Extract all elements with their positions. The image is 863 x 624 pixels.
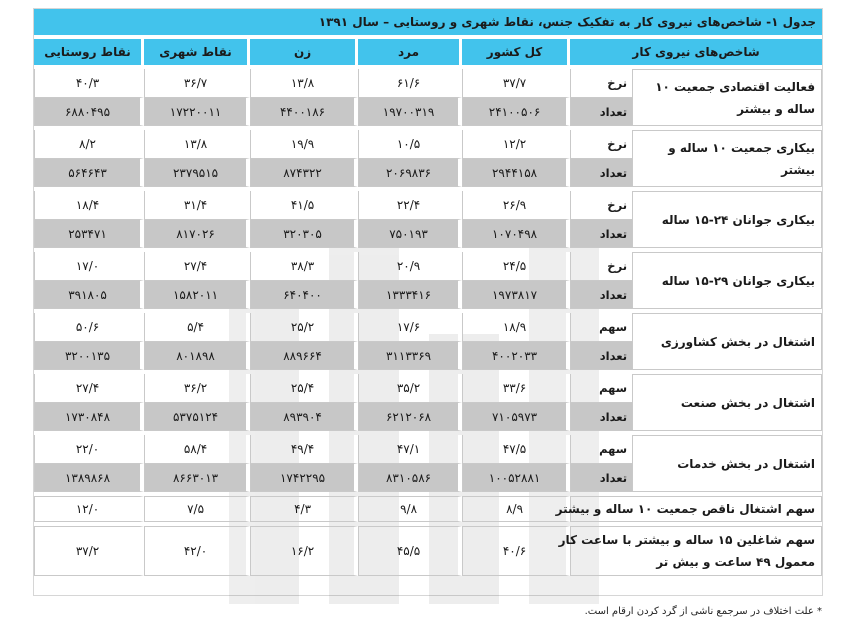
indicator-label: اشتغال در بخش خدمات [632,435,822,492]
row-type-label: نرخ [570,191,632,220]
row-type-label: سهم [570,313,632,342]
table-frame [34,9,822,617]
value-cell: ۱۰/۵ [358,130,462,159]
indicator-label: فعالیت اقتصادی جمعیت ۱۰ ساله و بیشتر [632,69,822,126]
value-cell: ۷۵۰۱۹۳ [358,220,462,248]
row-type-label: تعداد [570,281,632,309]
value-cell: ۱۹۷۳۸۱۷ [462,281,570,309]
header-total: کل کشور [462,39,570,65]
value-cell: ۱۲/۲ [462,130,570,159]
value-cell: ۱۸/۹ [462,313,570,342]
value-cell: ۱۰۷۰۴۹۸ [462,220,570,248]
value-cell: ۵/۴ [144,313,250,342]
value-cell: ۱۷/۶ [358,313,462,342]
value-cell: ۳۷/۷ [462,69,570,98]
indicator-label: بیکاری جوانان ۲۴-۱۵ ساله [632,191,822,248]
table-row [34,374,822,403]
value-cell: ۷/۵ [144,496,250,522]
value-cell: ۴۰/۶ [462,526,570,576]
value-cell: ۲۴۱۰۰۵۰۶ [462,98,570,126]
table-title: جدول ۱- شاخص‌های نیروی کار به تفکیک جنس، نقاط شهری و روستایی – سال ۱۳۹۱ [34,9,822,35]
indicator-label: بیکاری جوانان ۲۹-۱۵ ساله [632,252,822,309]
value-cell: ۸۹۳۹۰۴ [250,403,358,431]
value-cell: ۱۷/۰ [34,252,144,281]
indicator-label: اشتغال در بخش صنعت [632,374,822,431]
value-cell: ۴۹/۴ [250,435,358,464]
value-cell: ۴۲/۰ [144,526,250,576]
row-type-label: نرخ [570,252,632,281]
value-cell: ۲۳۷۹۵۱۵ [144,159,250,187]
value-cell: ۳۱۱۳۳۶۹ [358,342,462,370]
value-cell: ۵۶۴۶۴۳ [34,159,144,187]
value-cell: ۱۸/۴ [34,191,144,220]
header-row [34,39,822,65]
indicator-label: اشتغال در بخش کشاورزی [632,313,822,370]
value-cell: ۸۳۱۰۵۸۶ [358,464,462,492]
header-urban: نقاط شهری [144,39,250,65]
row-type-label: سهم [570,374,632,403]
value-cell: ۲۷/۴ [34,374,144,403]
value-cell: ۵۳۷۵۱۲۴ [144,403,250,431]
value-cell: ۱۹۷۰۰۳۱۹ [358,98,462,126]
header-rural: نقاط روستایی [34,39,144,65]
value-cell: ۴۵/۵ [358,526,462,576]
table-row [34,130,822,159]
value-cell: ۱۶/۲ [250,526,358,576]
value-cell: ۴۴۰۰۱۸۶ [250,98,358,126]
value-cell: ۶۲۱۲۰۶۸ [358,403,462,431]
table-row [34,191,822,220]
value-cell: ۱۳۸۹۸۶۸ [34,464,144,492]
value-cell: ۱۷۲۲۰۰۱۱ [144,98,250,126]
footnote: * علت اختلاف در سرجمع ناشی از گرد کردن ارقام است. [584,606,822,617]
value-cell: ۸۱۷۰۲۶ [144,220,250,248]
value-cell: ۲۵/۲ [250,313,358,342]
row-type-label: نرخ [570,69,632,98]
value-cell: ۸۸۹۶۶۴ [250,342,358,370]
indicator-label-line: معمول ۴۹ ساعت و بیش تر [656,555,816,569]
value-cell: ۳۲۰۳۰۵ [250,220,358,248]
table-row [34,526,822,576]
value-cell: ۲۲/۴ [358,191,462,220]
value-cell: ۲۷/۴ [144,252,250,281]
indicator-label [558,526,822,576]
value-cell: ۲۵/۴ [250,374,358,403]
value-cell: ۲۹۴۴۱۵۸ [462,159,570,187]
value-cell: ۴۰۰۲۰۳۳ [462,342,570,370]
value-cell: ۱۷۴۲۲۹۵ [250,464,358,492]
value-cell: ۳۱/۴ [144,191,250,220]
indicator-label: سهم اشتغال ناقص جمعیت ۱۰ ساله و بیشتر [570,496,822,522]
row-type-label: تعداد [570,342,632,370]
value-cell: ۸۷۴۳۲۲ [250,159,358,187]
value-cell: ۶۸۸۰۴۹۵ [34,98,144,126]
value-cell: ۲۰۶۹۸۳۶ [358,159,462,187]
value-cell: ۲۵۳۴۷۱ [34,220,144,248]
indicator-label: بیکاری جمعیت ۱۰ ساله و بیشتر [632,130,822,187]
value-cell: ۹/۸ [358,496,462,522]
value-cell: ۳۲۰۰۱۳۵ [34,342,144,370]
value-cell: ۴/۳ [250,496,358,522]
value-cell: ۱۵۸۲۰۱۱ [144,281,250,309]
header-male: مرد [358,39,462,65]
row-type-label: تعداد [570,159,632,187]
value-cell: ۶۱/۶ [358,69,462,98]
table-row [34,313,822,342]
value-cell: ۲۴/۵ [462,252,570,281]
value-cell: ۱۲/۰ [34,496,144,522]
row-type-label: سهم [570,435,632,464]
row-type-label: تعداد [570,220,632,248]
value-cell: ۳۷/۲ [34,526,144,576]
value-cell: ۳۸/۳ [250,252,358,281]
row-type-label: تعداد [570,403,632,431]
value-cell: ۱۰۰۵۲۸۸۱ [462,464,570,492]
value-cell: ۴۱/۵ [250,191,358,220]
value-cell: ۱۹/۹ [250,130,358,159]
value-cell: ۸/۹ [462,496,570,522]
value-cell: ۸/۲ [34,130,144,159]
value-cell: ۳۶/۲ [144,374,250,403]
table-row [34,252,822,281]
value-cell: ۷۱۰۵۹۷۳ [462,403,570,431]
value-cell: ۵۰/۶ [34,313,144,342]
value-cell: ۱۳/۸ [250,69,358,98]
labor-force-table [34,9,822,576]
table-row [34,496,822,522]
value-cell: ۳۹۱۸۰۵ [34,281,144,309]
table-row [34,435,822,464]
row-type-label: تعداد [570,464,632,492]
value-cell: ۸۶۶۳۰۱۳ [144,464,250,492]
value-cell: ۲۲/۰ [34,435,144,464]
value-cell: ۴۷/۵ [462,435,570,464]
value-cell: ۳۶/۷ [144,69,250,98]
value-cell: ۱۳۳۳۴۱۶ [358,281,462,309]
value-cell: ۳۳/۶ [462,374,570,403]
value-cell: ۴۰/۳ [34,69,144,98]
header-female: زن [250,39,358,65]
header-indicator: شاخص‌های نیروی کار [570,39,822,65]
value-cell: ۸۰۱۸۹۸ [144,342,250,370]
value-cell: ۲۰/۹ [358,252,462,281]
value-cell: ۶۴۰۴۰۰ [250,281,358,309]
value-cell: ۳۵/۲ [358,374,462,403]
value-cell: ۴۷/۱ [358,435,462,464]
value-cell: ۵۸/۴ [144,435,250,464]
value-cell: ۲۶/۹ [462,191,570,220]
value-cell: ۱۳/۸ [144,130,250,159]
table-row [34,69,822,98]
value-cell: ۱۷۳۰۸۴۸ [34,403,144,431]
row-type-label: نرخ [570,130,632,159]
indicator-label-line: سهم شاغلین ۱۵ ساله و بیشتر با ساعت کار [558,533,816,547]
row-type-label: تعداد [570,98,632,126]
